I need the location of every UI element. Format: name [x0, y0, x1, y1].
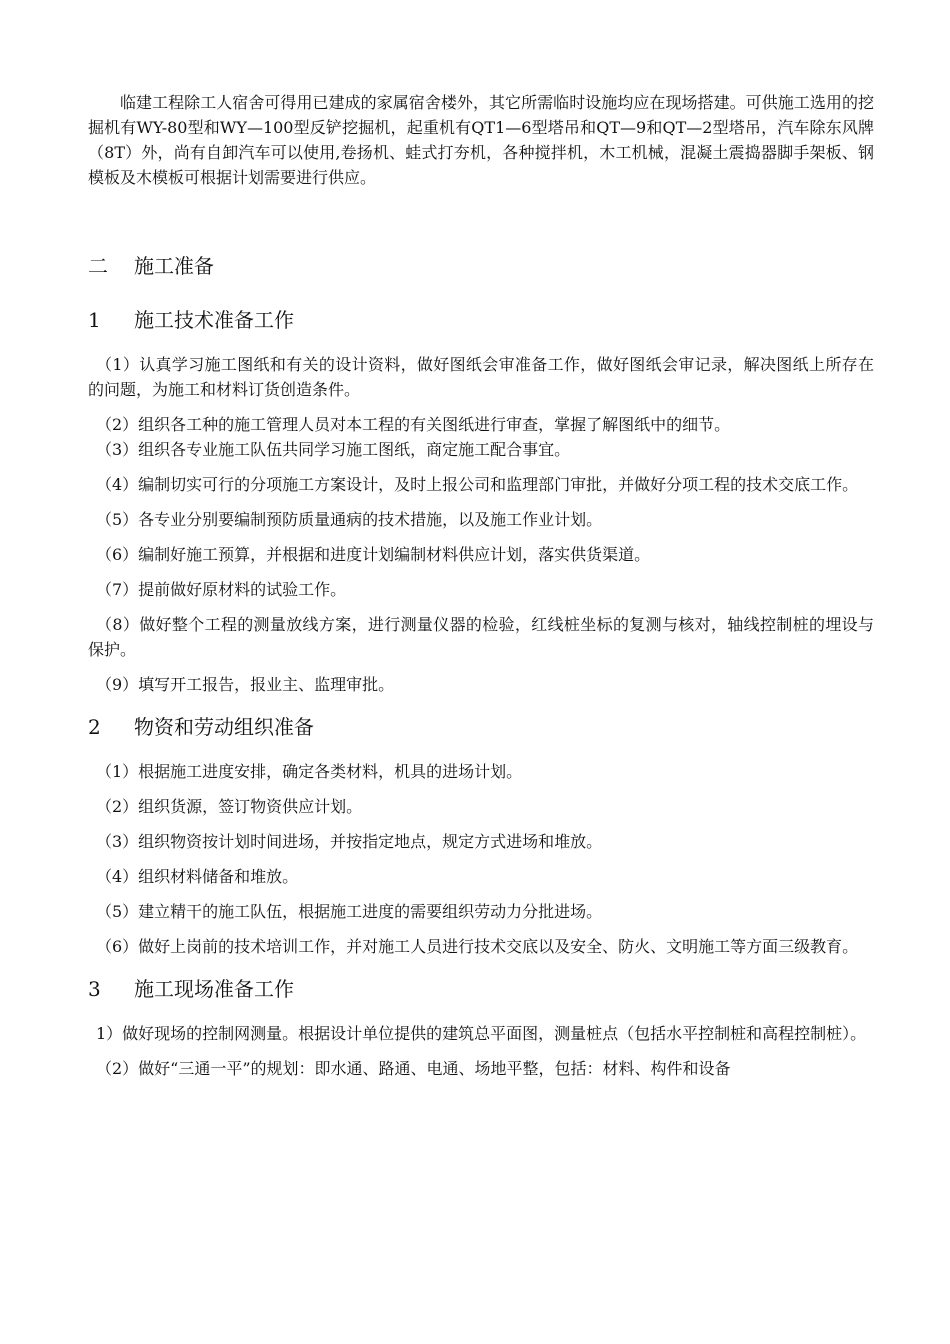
- list-item: （1）认真学习施工图纸和有关的设计资料，做好图纸会审准备工作，做好图纸会审记录，解决图纸上所存在的问题，为施工和材料订货创造条件。: [88, 355, 874, 399]
- chapter-number: 二: [88, 254, 108, 278]
- section-number: 3: [88, 977, 101, 1001]
- list-item: （1）根据施工进度安排，确定各类材料，机具的进场计划。: [96, 762, 523, 781]
- list-item: （2）组织各工种的施工管理人员对本工程的有关图纸进行审查，掌握了解图纸中的细节。: [96, 415, 731, 434]
- list-item: （2）组织货源，签订物资供应计划。: [96, 797, 363, 816]
- list-item: （5）各专业分别要编制预防质量通病的技术措施，以及施工作业计划。: [96, 510, 603, 529]
- list-item: （3）组织各专业施工队伍共同学习施工图纸，商定施工配合事宜。: [96, 440, 571, 459]
- section-number: 2: [88, 715, 101, 739]
- list-item: （8）做好整个工程的测量放线方案，进行测量仪器的检验，红线桩坐标的复测与核对，轴线控制桩的埋设与保护。: [88, 615, 874, 659]
- list-item: 1）做好现场的控制网测量。根据设计单位提供的建筑总平面图，测量桩点（包括水平控制桩和高程控制桩）。: [96, 1024, 867, 1043]
- section-heading-3: [88, 975, 874, 1003]
- section-title: 物资和劳动组织准备: [134, 715, 314, 739]
- section-title: 施工技术准备工作: [134, 308, 294, 332]
- list-item: （5）建立精干的施工队伍，根据施工进度的需要组织劳动力分批进场。: [96, 902, 603, 921]
- list-item: （6）做好上岗前的技术培训工作，并对施工人员进行技术交底以及安全、防火、文明施工等方面三级教育。: [96, 937, 859, 956]
- section-number: 1: [88, 308, 101, 332]
- intro-paragraph: 临建工程除工人宿舍可得用已建成的家属宿舍楼外，其它所需临时设施均应在现场搭建。可供施工选用的挖掘机有WY-80型和WY—100型反铲挖掘机，起重机有QT1—6型塔吊和QT—9和QT—2型塔吊，汽车除东风牌（8T）外，尚有自卸汽车可以使用,卷扬机、蛙式打夯机，各种搅拌机，木工机械，混凝土震捣器脚手架板、钢模板及木模板可根据计划需要进行供应。: [88, 93, 874, 187]
- list-item: （4）编制切实可行的分项施工方案设计，及时上报公司和监理部门审批，并做好分项工程的技术交底工作。: [96, 475, 859, 494]
- document-page: [88, 90, 874, 1091]
- section-heading-1: [88, 306, 874, 334]
- section-heading-2: [88, 713, 874, 741]
- chapter-heading: [88, 252, 874, 280]
- list-item: （9）填写开工报告，报业主、监理审批。: [96, 675, 395, 694]
- list-item: （2）做好“三通一平”的规划：即水通、路通、电通、场地平整，包括：材料、构件和设备: [96, 1059, 731, 1078]
- chapter-title: 施工准备: [134, 254, 214, 278]
- section-title: 施工现场准备工作: [134, 977, 294, 1001]
- list-item: （4）组织材料储备和堆放。: [96, 867, 299, 886]
- list-item: （6）编制好施工预算，并根据和进度计划编制材料供应计划，落实供货渠道。: [96, 545, 651, 564]
- list-item: （7）提前做好原材料的试验工作。: [96, 580, 347, 599]
- list-item: （3）组织物资按计划时间进场，并按指定地点，规定方式进场和堆放。: [96, 832, 603, 851]
